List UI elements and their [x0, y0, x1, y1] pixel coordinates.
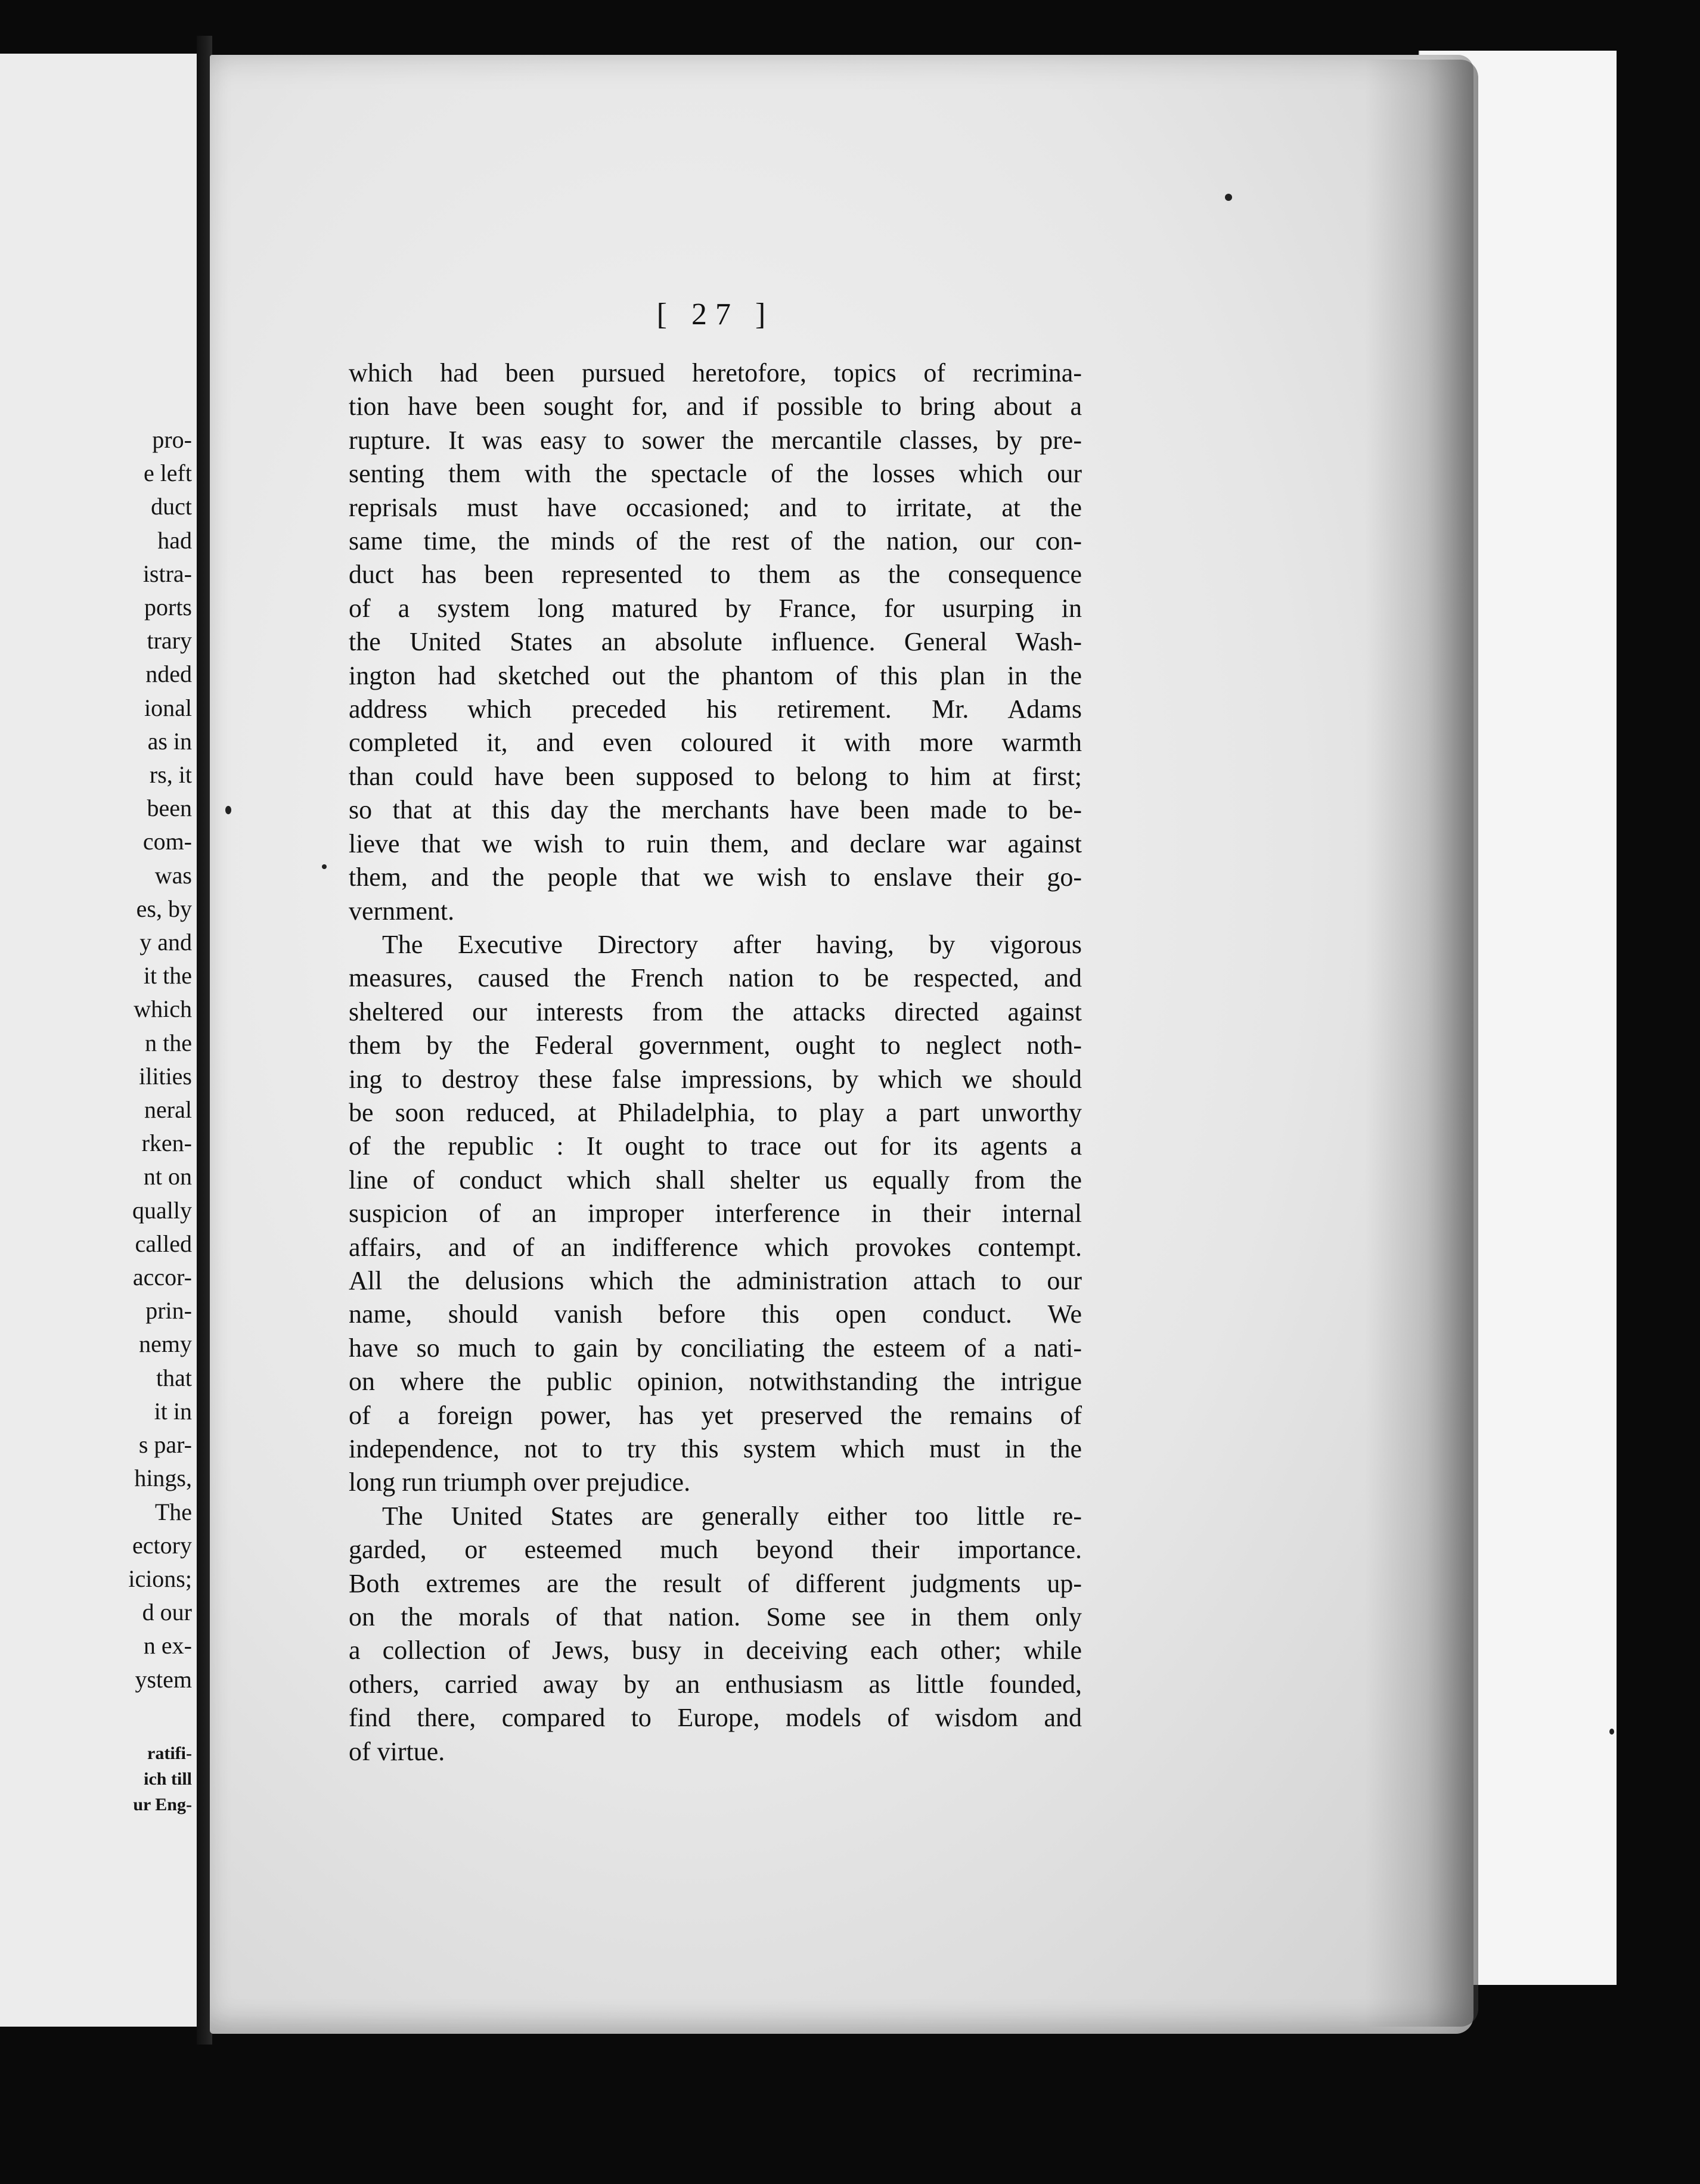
left-page-line: d our — [142, 1599, 192, 1626]
left-page-line: ports — [144, 594, 192, 621]
left-page-line: ional — [144, 694, 192, 721]
left-page-line: nt on — [143, 1163, 192, 1190]
text-line: line of conduct which shall shelter us equally from the — [349, 1165, 1082, 1195]
left-page-line: com- — [142, 828, 192, 855]
left-page-line: es, by — [136, 895, 192, 922]
text-line: reprisals must have occasioned; and to irritate, at the — [349, 492, 1082, 522]
text-line: affairs, and of an indifference which provokes contempt. — [349, 1232, 1082, 1262]
text-line: ing to destroy these false impressions, by which we should — [349, 1064, 1082, 1094]
left-page-line: as in — [147, 727, 192, 755]
left-page-line: rken- — [141, 1130, 192, 1157]
text-line: The United States are generally either too little re- — [382, 1501, 1082, 1531]
text-line: so that at this day the merchants have been made to be- — [349, 795, 1082, 825]
text-line: measures, caused the French nation to be respected, and — [349, 963, 1082, 993]
text-line: senting them with the spectacle of the losses which our — [349, 459, 1082, 489]
text-line: vernment. — [349, 896, 455, 926]
left-page-text — [49, 423, 192, 1696]
left-page-line: that — [156, 1364, 192, 1391]
text-line: on the morals of that nation. Some see in them only — [349, 1602, 1082, 1632]
text-line: on where the public opinion, notwithstanding the intrigue — [349, 1367, 1082, 1397]
text-line: tion have been sought for, and if possible to bring about a — [349, 392, 1082, 421]
text-line: The Executive Directory after having, by vigorous — [382, 929, 1082, 959]
left-page-line: n ex- — [143, 1632, 192, 1659]
left-page-line: nded — [145, 660, 192, 688]
left-page-line: accor- — [132, 1264, 192, 1291]
left-footnote-line: ich till — [144, 1769, 192, 1789]
left-page-line: istra- — [142, 560, 192, 587]
text-line: All the delusions which the administration attach to our — [349, 1265, 1082, 1295]
left-footnote-line: ratifi- — [147, 1744, 192, 1763]
left-footnote-line: ur Eng- — [133, 1795, 192, 1814]
left-page-line: duct — [151, 493, 192, 520]
ink-speck — [1609, 1729, 1614, 1735]
text-line: of a foreign power, has yet preserved the remains of — [349, 1400, 1082, 1430]
text-line: completed it, and even coloured it with more warmth — [349, 728, 1082, 758]
text-line: of a system long matured by France, for usurping in — [349, 593, 1082, 623]
text-line: long run triumph over prejudice. — [349, 1468, 691, 1497]
ink-speck — [225, 806, 231, 814]
text-line: same time, the minds of the rest of the nation, our con- — [349, 526, 1082, 556]
text-line: name, should vanish before this open conduct. We — [349, 1299, 1082, 1329]
text-line: them by the Federal government, ought to neglect noth- — [349, 1031, 1082, 1060]
text-line: lieve that we wish to ruin them, and declare war against — [349, 829, 1082, 858]
left-page-fragment — [0, 54, 199, 2027]
left-page-line: been — [147, 795, 192, 822]
left-page-line: nemy — [139, 1330, 192, 1358]
left-page-line: e left — [143, 460, 192, 487]
left-page-line: The — [154, 1498, 192, 1525]
ink-speck — [322, 864, 327, 869]
text-line: suspicion of an improper interference in their internal — [349, 1199, 1082, 1228]
left-page-line: s par- — [138, 1431, 192, 1459]
left-page-line: y and — [139, 929, 192, 956]
text-line: address which preceded his retirement. Mr. Adams — [349, 694, 1082, 724]
left-page-line: was — [154, 861, 192, 889]
left-page-line: pro- — [152, 426, 192, 453]
text-line: of the republic : It ought to trace out for its agents a — [349, 1131, 1082, 1161]
left-page-line: which — [134, 995, 192, 1023]
worn-page-edge — [1365, 60, 1478, 2027]
text-line: Both extremes are the result of different judgments up- — [349, 1568, 1082, 1598]
text-line: ington had sketched out the phantom of this plan in the — [349, 660, 1082, 690]
left-page-line: ystem — [135, 1665, 192, 1693]
text-line: have so much to gain by conciliating the esteem of a nati- — [349, 1333, 1082, 1363]
left-page-line: ectory — [132, 1531, 192, 1559]
text-line: duct has been represented to them as the consequence — [349, 560, 1082, 590]
left-page-line: trary — [147, 627, 192, 654]
text-line: others, carried away by an enthusiasm as little founded, — [349, 1669, 1082, 1699]
left-page-line: prin- — [145, 1297, 192, 1324]
left-page-line: hings, — [134, 1465, 192, 1492]
left-page-line: qually — [132, 1196, 192, 1224]
text-line: which had been pursued heretofore, topics of recrimina- — [349, 358, 1082, 387]
text-line: of virtue. — [349, 1736, 445, 1766]
left-page-line: had — [157, 526, 192, 554]
text-line: the United States an absolute influence. General Wash- — [349, 627, 1082, 657]
text-line: them, and the people that we wish to enslave their go- — [349, 863, 1082, 892]
left-page-line: it the — [143, 962, 192, 989]
text-line: find there, compared to Europe, models of wisdom and — [349, 1703, 1082, 1733]
left-page-line: rs, it — [149, 761, 192, 789]
left-page-line: it in — [154, 1397, 192, 1425]
body-text — [349, 356, 1082, 1769]
text-line: than could have been supposed to belong to him at first; — [349, 761, 1082, 791]
left-page-line: n the — [145, 1029, 192, 1056]
page-number: [ 27 ] — [656, 297, 774, 331]
left-page-footnote — [49, 1741, 192, 1817]
text-line: rupture. It was easy to sower the mercantile classes, by pre- — [349, 425, 1082, 455]
left-page-line: neral — [144, 1096, 192, 1124]
text-line: sheltered our interests from the attacks directed against — [349, 997, 1082, 1026]
text-line: garded, or esteemed much beyond their importance. — [349, 1535, 1082, 1565]
left-page-line: called — [135, 1230, 192, 1257]
text-line: be soon reduced, at Philadelphia, to play a part unworthy — [349, 1097, 1082, 1127]
text-line: independence, not to try this system which must in the — [349, 1434, 1082, 1463]
left-page-line: ilities — [139, 1062, 192, 1090]
ink-speck — [1225, 194, 1232, 201]
text-line: a collection of Jews, busy in deceiving each other; while — [349, 1636, 1082, 1665]
left-page-line: icions; — [128, 1565, 192, 1592]
